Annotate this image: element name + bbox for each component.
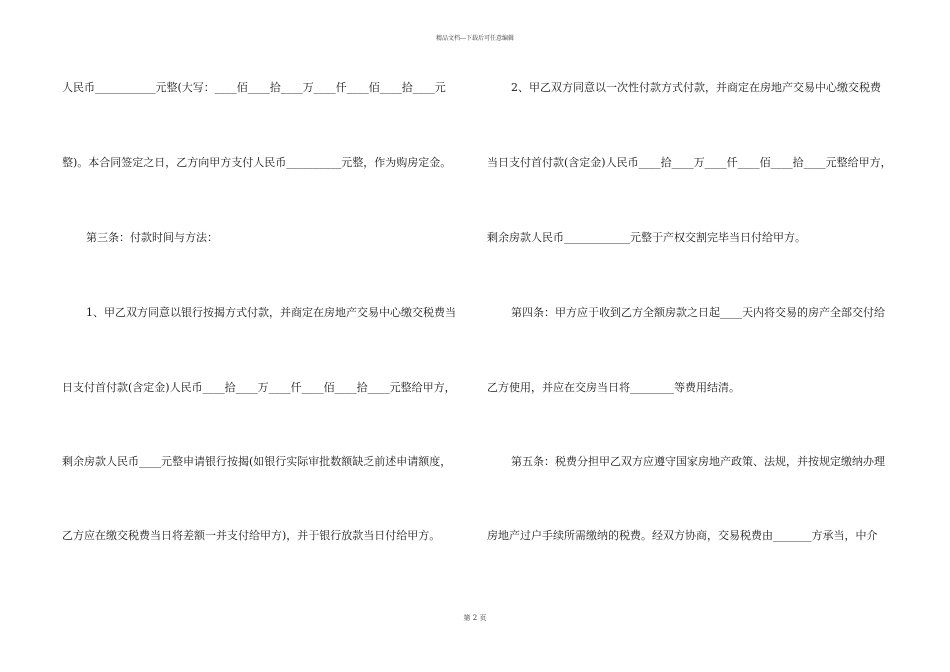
- left-column: [62, 0, 462, 672]
- text-line: 剩余房款人民币____________元整于产权交割完毕当日付给甲方。: [487, 231, 806, 244]
- text-line: 当日支付首付款(含定金)人民币____拾____万____仟____佰____拾____元整给甲方，: [487, 156, 892, 169]
- page-header: 精品文档---下载后可任意编辑: [435, 35, 515, 42]
- text-line: 整)。本合同签定之日，乙方向甲方支付人民币__________元整，作为购房定金。: [62, 156, 452, 169]
- right-column: [487, 0, 892, 672]
- text-line: 2、甲乙双方同意以一次性付款方式付款，并商定在房地产交易中心缴交税费: [511, 81, 881, 94]
- text-line: 剩余房款人民币____元整申请银行按揭(如银行实际审批数额缺乏前述申请额度，: [62, 455, 452, 468]
- text-line: 乙方应在缴交税费当日将差额一并支付给甲方)，并于银行放款当日付给甲方。: [62, 529, 441, 542]
- text-line: 房地产过户手续所需缴纳的税费。经双方协商，交易税费由_______方承当，中介: [487, 529, 878, 542]
- page-number: 第 2 页: [463, 614, 487, 622]
- text-line: 1、甲乙双方同意以银行按揭方式付款，并商定在房地产交易中心缴交税费当: [86, 306, 456, 319]
- section-heading: 第四条：甲方应于收到乙方全额房款之日起____天内将交易的房产全部交付给: [511, 306, 885, 319]
- text-line: 乙方使用，并应在交房当日将________等费用结清。: [487, 381, 740, 394]
- text-line: 人民币___________元整(大写：____佰____拾____万____仟____佰____拾____元: [62, 81, 446, 94]
- text-line: 日支付首付款(含定金)人民币____拾____万____仟____佰____拾____元整给甲方，: [62, 381, 456, 394]
- section-heading: 第三条：付款时间与方法：: [86, 231, 218, 244]
- section-heading: 第五条：税费分担甲乙双方应遵守国家房地产政策、法规，并按规定缴纳办理: [511, 455, 885, 468]
